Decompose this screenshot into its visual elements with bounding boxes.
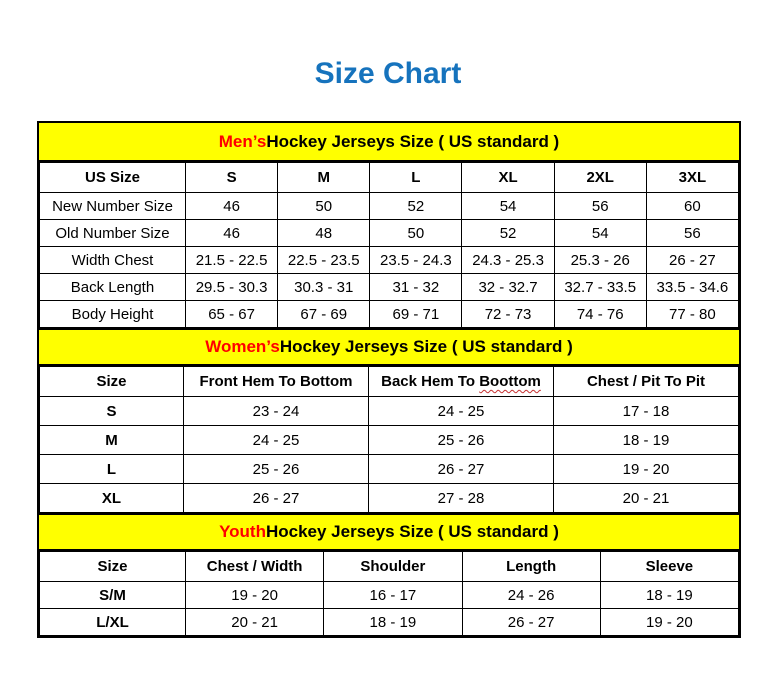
youth-header-row: [40, 552, 739, 582]
size-value-cell: 27 - 28: [369, 484, 554, 513]
table-row: [40, 220, 739, 247]
column-header-cell: US Size: [40, 163, 186, 193]
size-value-cell: 77 - 80: [646, 301, 738, 328]
table-row: [40, 247, 739, 274]
size-value-cell: 16 - 17: [324, 582, 462, 609]
size-value-cell: 19 - 20: [554, 455, 739, 484]
mens-header-row: [40, 163, 739, 193]
size-value-cell: 67 - 69: [278, 301, 370, 328]
table-row: [40, 582, 739, 609]
youth-section-title-highlight: Youth: [219, 522, 266, 541]
size-value-cell: 22.5 - 23.5: [278, 247, 370, 274]
size-value-cell: 18 - 19: [324, 609, 462, 636]
column-header-cell: Front Hem To Bottom: [184, 367, 369, 397]
table-row: [40, 193, 739, 220]
size-value-cell: 33.5 - 34.6: [646, 274, 738, 301]
size-value-cell: 24 - 25: [369, 397, 554, 426]
size-value-cell: 50: [278, 193, 370, 220]
size-value-cell: 32 - 32.7: [462, 274, 554, 301]
column-header-cell: Size: [40, 552, 186, 582]
size-value-cell: 30.3 - 31: [278, 274, 370, 301]
size-value-cell: 31 - 32: [370, 274, 462, 301]
size-value-cell: 23.5 - 24.3: [370, 247, 462, 274]
size-value-cell: 18 - 19: [600, 582, 738, 609]
column-header-cell: [369, 367, 554, 397]
youth-section-title-rest: Hockey Jerseys Size ( US standard ): [265, 522, 559, 541]
size-value-cell: 29.5 - 30.3: [186, 274, 278, 301]
womens-section-header: [39, 328, 739, 366]
size-value-cell: 18 - 19: [554, 426, 739, 455]
size-value-cell: 48: [278, 220, 370, 247]
column-header-cell: Sleeve: [600, 552, 738, 582]
size-value-cell: 26 - 27: [646, 247, 738, 274]
size-value-cell: 19 - 20: [186, 582, 324, 609]
column-header-cell: Chest / Width: [186, 552, 324, 582]
size-value-cell: 46: [186, 193, 278, 220]
row-label-cell: S: [40, 397, 184, 426]
row-label-cell: L: [40, 455, 184, 484]
column-header-cell: S: [186, 163, 278, 193]
row-label-cell: L/XL: [40, 609, 186, 636]
mens-section-title-rest: Hockey Jerseys Size ( US standard ): [266, 131, 560, 151]
column-header-cell: L: [370, 163, 462, 193]
size-value-cell: 60: [646, 193, 738, 220]
row-label-cell: M: [40, 426, 184, 455]
size-value-cell: 21.5 - 22.5: [186, 247, 278, 274]
row-label-cell: Body Height: [40, 301, 186, 328]
column-header-cell: Shoulder: [324, 552, 462, 582]
size-value-cell: 72 - 73: [462, 301, 554, 328]
misspelled-word-squiggle: Boottom: [479, 373, 541, 390]
table-row: [40, 301, 739, 328]
size-value-cell: 26 - 27: [184, 484, 369, 513]
size-value-cell: 50: [370, 220, 462, 247]
size-value-cell: 54: [462, 193, 554, 220]
youth-size-table: [39, 551, 739, 636]
size-chart-block: [37, 121, 741, 638]
size-value-cell: 26 - 27: [462, 609, 600, 636]
size-value-cell: 54: [554, 220, 646, 247]
womens-section-title-rest: Hockey Jerseys Size ( US standard ): [279, 337, 573, 356]
row-label-cell: New Number Size: [40, 193, 186, 220]
table-row: [40, 609, 739, 636]
row-label-cell: S/M: [40, 582, 186, 609]
mens-section-title-highlight: Men’s: [218, 131, 267, 151]
womens-header-row: [40, 367, 739, 397]
size-value-cell: 56: [554, 193, 646, 220]
column-header-cell: 2XL: [554, 163, 646, 193]
column-header-cell: XL: [462, 163, 554, 193]
size-value-cell: 17 - 18: [554, 397, 739, 426]
size-value-cell: 56: [646, 220, 738, 247]
size-value-cell: 25 - 26: [184, 455, 369, 484]
column-header-cell: Length: [462, 552, 600, 582]
size-value-cell: 20 - 21: [186, 609, 324, 636]
column-header-cell: 3XL: [646, 163, 738, 193]
mens-size-table: [39, 162, 739, 328]
size-value-cell: 26 - 27: [369, 455, 554, 484]
size-value-cell: 52: [462, 220, 554, 247]
womens-section-title-highlight: Women’s: [205, 337, 280, 356]
size-value-cell: 23 - 24: [184, 397, 369, 426]
page-title: Size Chart: [314, 57, 462, 90]
column-header-cell: Size: [40, 367, 184, 397]
column-header-cell: Chest / Pit To Pit: [554, 367, 739, 397]
row-label-cell: Back Length: [40, 274, 186, 301]
size-value-cell: 24 - 26: [462, 582, 600, 609]
row-label-cell: XL: [40, 484, 184, 513]
size-value-cell: 25 - 26: [369, 426, 554, 455]
size-value-cell: 20 - 21: [554, 484, 739, 513]
size-value-cell: 69 - 71: [370, 301, 462, 328]
mens-section-header: [39, 123, 739, 162]
size-value-cell: 46: [186, 220, 278, 247]
column-header-cell: M: [278, 163, 370, 193]
column-header-text: Back Hem To: [381, 373, 480, 390]
size-value-cell: 74 - 76: [554, 301, 646, 328]
table-row: [40, 455, 739, 484]
table-row: [40, 274, 739, 301]
size-value-cell: 24.3 - 25.3: [462, 247, 554, 274]
table-row: [40, 397, 739, 426]
row-label-cell: Width Chest: [40, 247, 186, 274]
table-row: [40, 426, 739, 455]
size-value-cell: 24 - 25: [184, 426, 369, 455]
size-value-cell: 19 - 20: [600, 609, 738, 636]
table-row: [40, 484, 739, 513]
womens-size-table: [39, 366, 739, 513]
size-value-cell: 65 - 67: [186, 301, 278, 328]
row-label-cell: Old Number Size: [40, 220, 186, 247]
size-value-cell: 52: [370, 193, 462, 220]
youth-section-header: [39, 513, 739, 551]
size-value-cell: 32.7 - 33.5: [554, 274, 646, 301]
size-value-cell: 25.3 - 26: [554, 247, 646, 274]
